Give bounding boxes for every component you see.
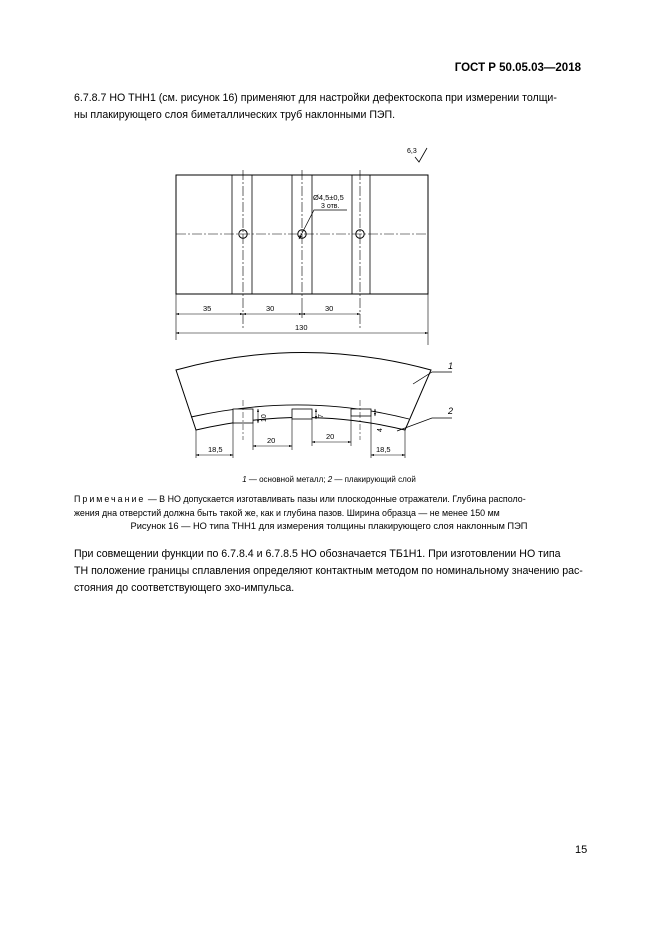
legend-num: 1 <box>242 475 247 484</box>
dim-20-right: 20 <box>326 432 335 441</box>
intro-line: ны плакирующего слоя биметаллических труб наклонными ПЭП. <box>74 109 396 121</box>
note-label: Примечание <box>74 494 146 504</box>
body-paragraph <box>74 546 584 597</box>
page-number: 15 <box>575 844 588 856</box>
dim-30-a: 30 <box>266 304 275 313</box>
dim-30-b: 30 <box>325 304 334 313</box>
note-text: — В НО допускается изготавливать пазы или плоскодонные отражатели. Глубина располо- <box>145 494 526 504</box>
dim-depth-4: 4 <box>377 428 384 432</box>
figure-caption: Рисунок 16 — НО типа ТНН1 для измерения толщины плакирующего слоя наклонным ПЭП <box>130 521 528 531</box>
top-dimensions <box>176 294 428 345</box>
dim-depth-7: 7 <box>318 414 325 418</box>
intro-line: 6.7.8.7 НО ТНН1 (см. рисунок 16) применяют для настройки дефектоскопа при измерении толщи- <box>74 92 557 104</box>
figure-note <box>74 492 584 520</box>
dim-35: 35 <box>203 304 212 313</box>
legend-num: 2 <box>327 475 333 484</box>
hole-diameter-label: Ø4,5±0,5 <box>313 193 344 202</box>
body-line: ТН положение границы сплавления определяют контактным методом по номинальному значению рас- <box>74 565 583 577</box>
dim-18-5-left: 18,5 <box>208 445 223 454</box>
body-line: стояния до соответствующего эхо-импульса. <box>74 582 295 594</box>
roughness-symbol <box>407 148 427 162</box>
legend-text: — основной металл; <box>246 475 328 484</box>
legend-text: — плакирующий слой <box>332 475 416 484</box>
note-line <box>74 492 584 506</box>
note-line: жения дна отверстий должна быть такой же, как и глубина пазов. Ширина образца — не менее 150 мм <box>74 508 500 518</box>
body-line: При совмещении функции по 6.7.8.4 и 6.7.8.5 НО обозначается ТБ1Н1. При изготовлении НО типа <box>74 548 561 560</box>
callout-2: 2 <box>448 406 454 416</box>
dim-20-left: 20 <box>267 436 276 445</box>
figure-legend <box>74 475 584 484</box>
document-header: ГОСТ Р 50.05.03—2018 <box>454 62 581 74</box>
cross-section <box>176 353 452 441</box>
dim-18-5-right: 18,5 <box>376 445 391 454</box>
dim-depth-10: 10 <box>261 414 268 422</box>
roughness-value: 6,3 <box>407 148 417 155</box>
dim-130: 130 <box>295 323 308 332</box>
callout-1: 1 <box>448 361 454 371</box>
hole-count-label: 3 отв. <box>321 203 340 210</box>
